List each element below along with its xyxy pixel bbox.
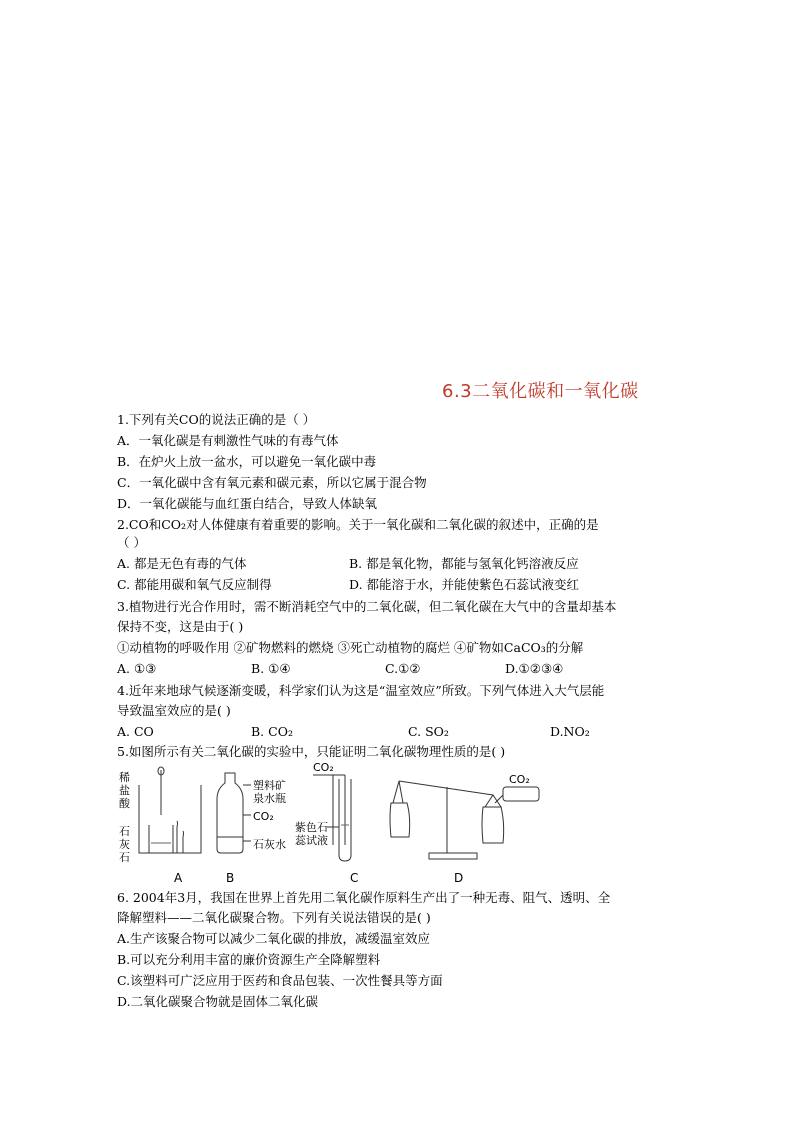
q3-option-a: A. ①③: [117, 661, 157, 676]
q3-option-c: C.①②: [385, 661, 421, 676]
label-b-1: 塑料矿: [253, 779, 286, 792]
q1-stem: 1.下列有关CO的说法正确的是（ ）: [117, 412, 316, 427]
label-c-2: 紫色石: [295, 821, 328, 834]
label-a-2: 盐: [119, 784, 130, 797]
q2-option-c: C. 都能用碳和氧气反应制得: [117, 577, 272, 592]
label-b-3: CO₂: [253, 810, 274, 823]
q4-stem: 4.近年来地球气候逐渐变暖，科学家们认为这是“温室效应”所致。下列气体进入大气层能: [117, 683, 605, 698]
q3-items: ①动植物的呼吸作用 ②矿物燃料的燃烧 ③死亡动植物的腐烂 ④矿物如CaCO₃的分解: [117, 640, 584, 655]
label-a-3: 酸: [119, 797, 130, 810]
q2-option-b: B. 都是氧化物，都能与氢氧化钙溶液反应: [349, 556, 579, 571]
apparatus-c: [313, 775, 351, 861]
label-c-1: CO₂: [313, 761, 334, 774]
label-d-1: CO₂: [509, 773, 530, 786]
label-a-4: 石: [119, 825, 130, 838]
q6-option-c: C.该塑料可广泛应用于医药和食品包装、一次性餐具等方面: [117, 973, 443, 988]
q6-option-b: B.可以充分利用丰富的廉价资源生产全降解塑料: [117, 952, 381, 967]
caption-c: C: [350, 871, 359, 885]
label-b-4: 石灰水: [253, 838, 286, 851]
q6-option-d: D.二氧化碳聚合物就是固体二氧化碳: [117, 994, 319, 1009]
q2-option-d: D. 都能溶于水，并能使紫色石蕊试液变红: [349, 577, 580, 592]
q1-option-a: A．一氧化碳是有刺激性气味的有毒气体: [117, 433, 339, 448]
q5-stem: 5.如图所示有关二氧化碳的实验中，只能证明二氧化碳物理性质的是( ): [117, 744, 506, 759]
apparatus-b: [217, 773, 251, 853]
q2-stem-paren: （ ）: [117, 535, 146, 550]
q3-option-b: B. ①④: [251, 661, 291, 676]
page-title: 6.3二氧化碳和一氧化碳: [442, 381, 639, 402]
label-b-2: 泉水瓶: [253, 792, 286, 805]
q4-option-b: B. CO₂: [251, 724, 293, 739]
q3-stem: 3.植物进行光合作用时，需不断消耗空气中的二氧化碳，但二氧化碳在大气中的含量却基本: [117, 599, 617, 614]
q3-option-d: D.①②③④: [505, 661, 564, 676]
label-a-6: 石: [119, 851, 130, 864]
label-c-3: 蕊试液: [295, 834, 328, 847]
experiment-diagram: [117, 765, 547, 865]
q4-option-a: A. CO: [117, 724, 154, 739]
q1-option-b: B．在炉火上放一盆水，可以避免一氧化碳中毒: [117, 454, 377, 469]
caption-a: A: [174, 871, 183, 885]
label-a-1: 稀: [119, 771, 130, 784]
q3-stem-cont: 保持不变，这是由于( ): [117, 619, 244, 634]
q1-option-c: C．一氧化碳中含有氧元素和碳元素，所以它属于混合物: [117, 475, 427, 490]
co2-experiment-figure: [117, 761, 547, 865]
q4-stem-cont: 导致温室效应的是( ): [117, 703, 231, 718]
q1-option-d: D．一氧化碳能与血红蛋白结合，导致人体缺氧: [117, 496, 378, 511]
label-a-5: 灰: [119, 838, 130, 851]
q2-stem: 2.CO和CO₂对人体健康有着重要的影响。关于一氧化碳和二氧化碳的叙述中，正确的是: [117, 517, 599, 532]
q2-option-a: A. 都是无色有毒的气体: [117, 556, 247, 571]
apparatus-d: [390, 781, 539, 859]
q6-stem: 6. 2004年3月，我国在世界上首先用二氧化碳作原料生产出了一种无毒、阻气、透明、全: [117, 890, 611, 905]
q4-option-d: D.NO₂: [550, 724, 590, 739]
caption-b: B: [226, 871, 235, 885]
q6-stem-cont: 降解塑料——二氧化碳聚合物。下列有关说法错误的是( ): [117, 910, 431, 925]
apparatus-a: [139, 767, 201, 853]
caption-d: D: [454, 871, 464, 885]
q4-option-c: C. SO₂: [408, 724, 449, 739]
q6-option-a: A.生产该聚合物可以减少二氧化碳的排放，减缓温室效应: [117, 931, 431, 946]
